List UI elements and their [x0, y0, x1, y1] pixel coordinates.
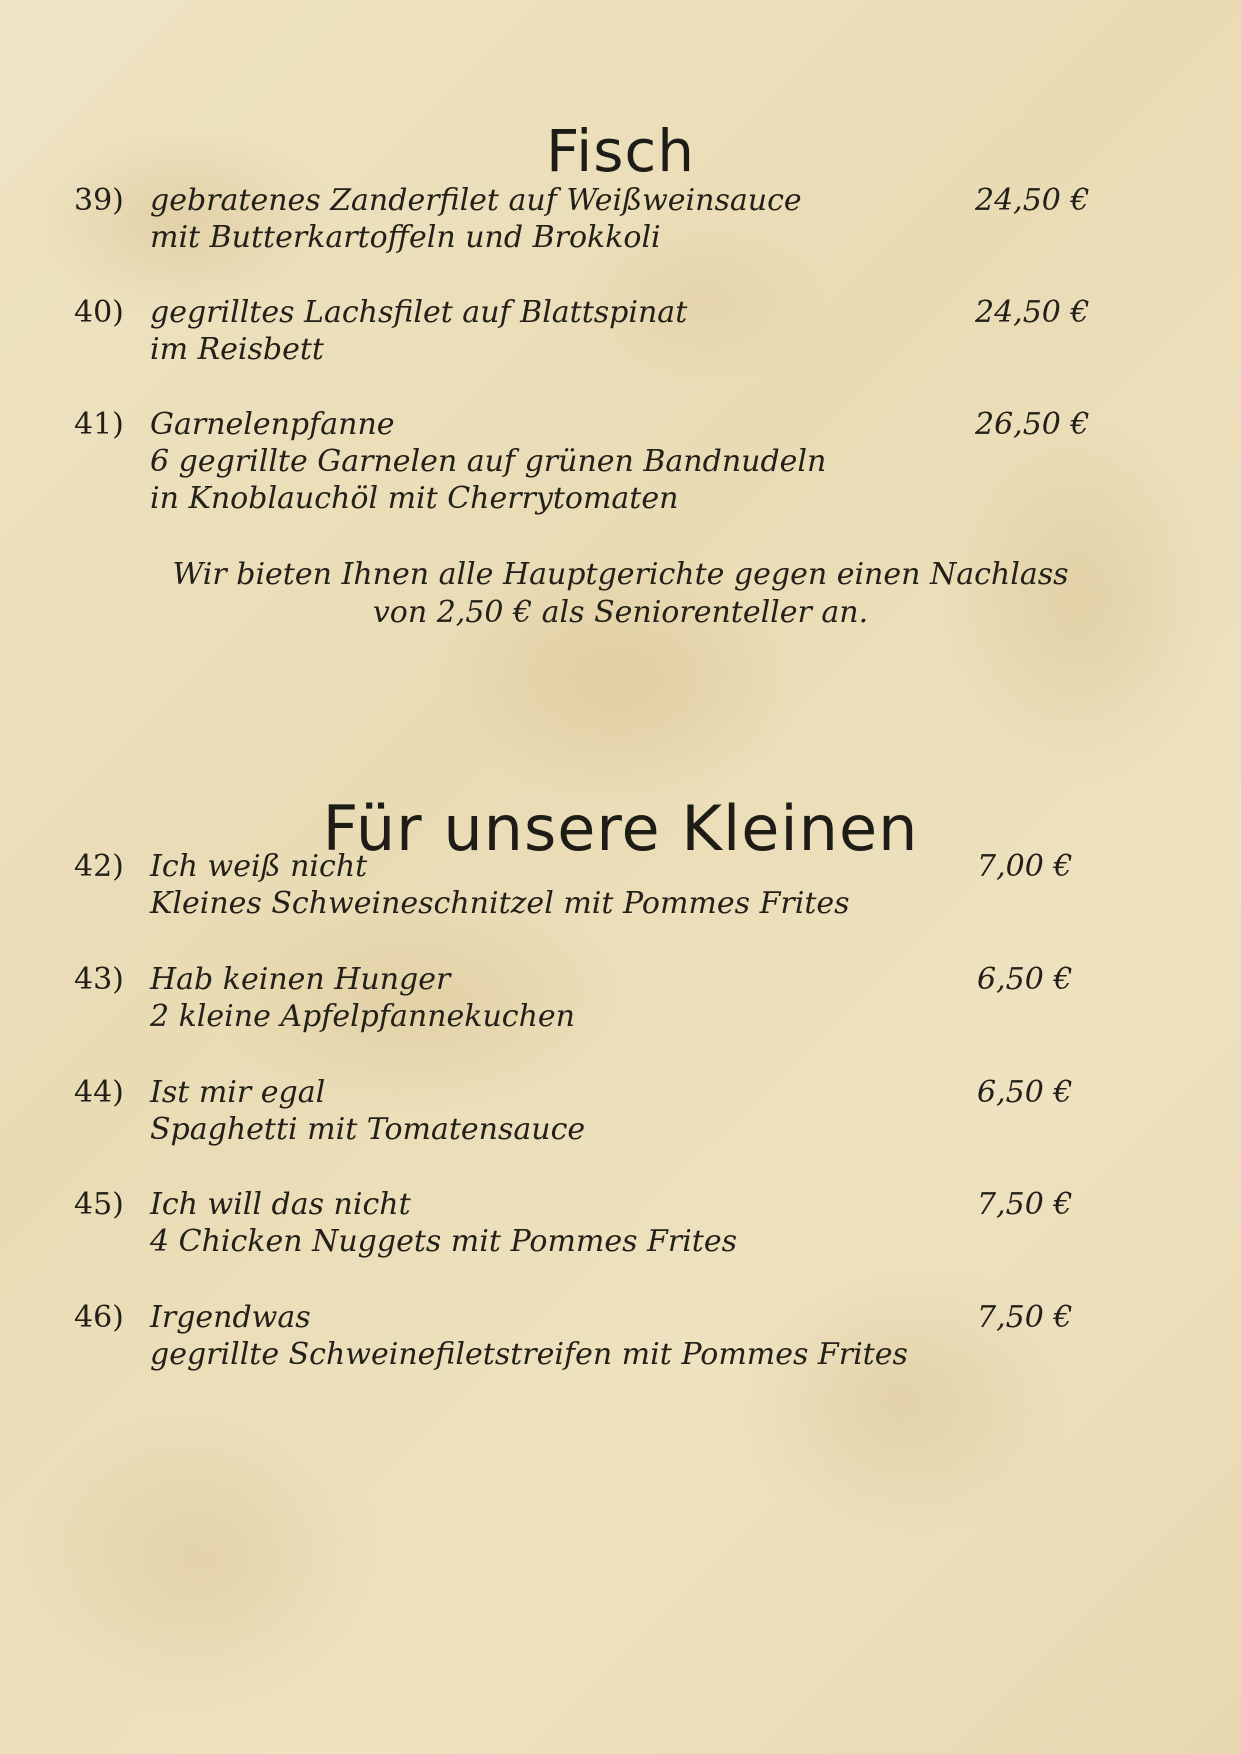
item-detail: Spaghetti mit Tomatensauce — [150, 1112, 586, 1147]
item-price: 7,50 € — [977, 1300, 1073, 1335]
note-line: von 2,50 € als Seniorenteller an. — [372, 595, 869, 630]
item-detail: Kleines Schweineschnitzel mit Pommes Frites — [150, 886, 850, 921]
item-number: 46) — [74, 1300, 124, 1335]
section-title-kleinen: Für unsere Kleinen — [322, 791, 919, 865]
item-detail: im Reisbett — [150, 332, 324, 367]
item-detail: 6 gegrillte Garnelen auf grünen Bandnudeln — [150, 444, 827, 479]
item-description — [150, 961, 970, 1035]
item-description — [150, 406, 970, 517]
item-number: 43) — [74, 962, 124, 997]
note-line: Wir bieten Ihnen alle Hauptgerichte gegen einen Nachlass — [172, 557, 1069, 592]
item-name: Garnelenpfanne — [150, 407, 395, 442]
item-description — [150, 182, 970, 256]
item-number: 39) — [74, 183, 124, 218]
item-number: 41) — [74, 407, 124, 442]
item-number: 45) — [74, 1187, 124, 1222]
item-name: Ich weiß nicht — [150, 849, 368, 884]
item-price: 6,50 € — [977, 962, 1073, 997]
item-price: 24,50 € — [975, 295, 1090, 330]
item-name: Ist mir egal — [150, 1075, 326, 1110]
item-detail: mit Butterkartoffeln und Brokkoli — [150, 220, 661, 255]
item-description — [150, 1074, 970, 1148]
section-title-fisch: Fisch — [545, 116, 696, 185]
item-name: Irgendwas — [150, 1300, 311, 1335]
item-description — [150, 1299, 970, 1373]
item-name: gegrilltes Lachsfilet auf Blattspinat — [150, 295, 688, 330]
item-price: 26,50 € — [975, 407, 1090, 442]
item-description — [150, 1186, 970, 1260]
item-detail: 4 Chicken Nuggets mit Pommes Frites — [150, 1224, 738, 1259]
item-name: gebratenes Zanderfilet auf Weißweinsauce — [150, 183, 802, 218]
senior-discount-note — [0, 556, 1241, 632]
item-name: Ich will das nicht — [150, 1187, 411, 1222]
item-description — [150, 294, 970, 368]
item-number: 42) — [74, 849, 124, 884]
item-detail: gegrillte Schweinefiletstreifen mit Pommes Frites — [150, 1337, 908, 1372]
item-price: 7,00 € — [977, 849, 1073, 884]
item-price: 7,50 € — [977, 1187, 1073, 1222]
item-description — [150, 848, 970, 922]
item-price: 6,50 € — [977, 1075, 1073, 1110]
item-name: Hab keinen Hunger — [150, 962, 451, 997]
item-price: 24,50 € — [975, 183, 1090, 218]
item-number: 44) — [74, 1075, 124, 1110]
item-detail: in Knoblauchöl mit Cherrytomaten — [150, 481, 679, 516]
item-detail: 2 kleine Apfelpfannekuchen — [150, 999, 575, 1034]
item-number: 40) — [74, 295, 124, 330]
